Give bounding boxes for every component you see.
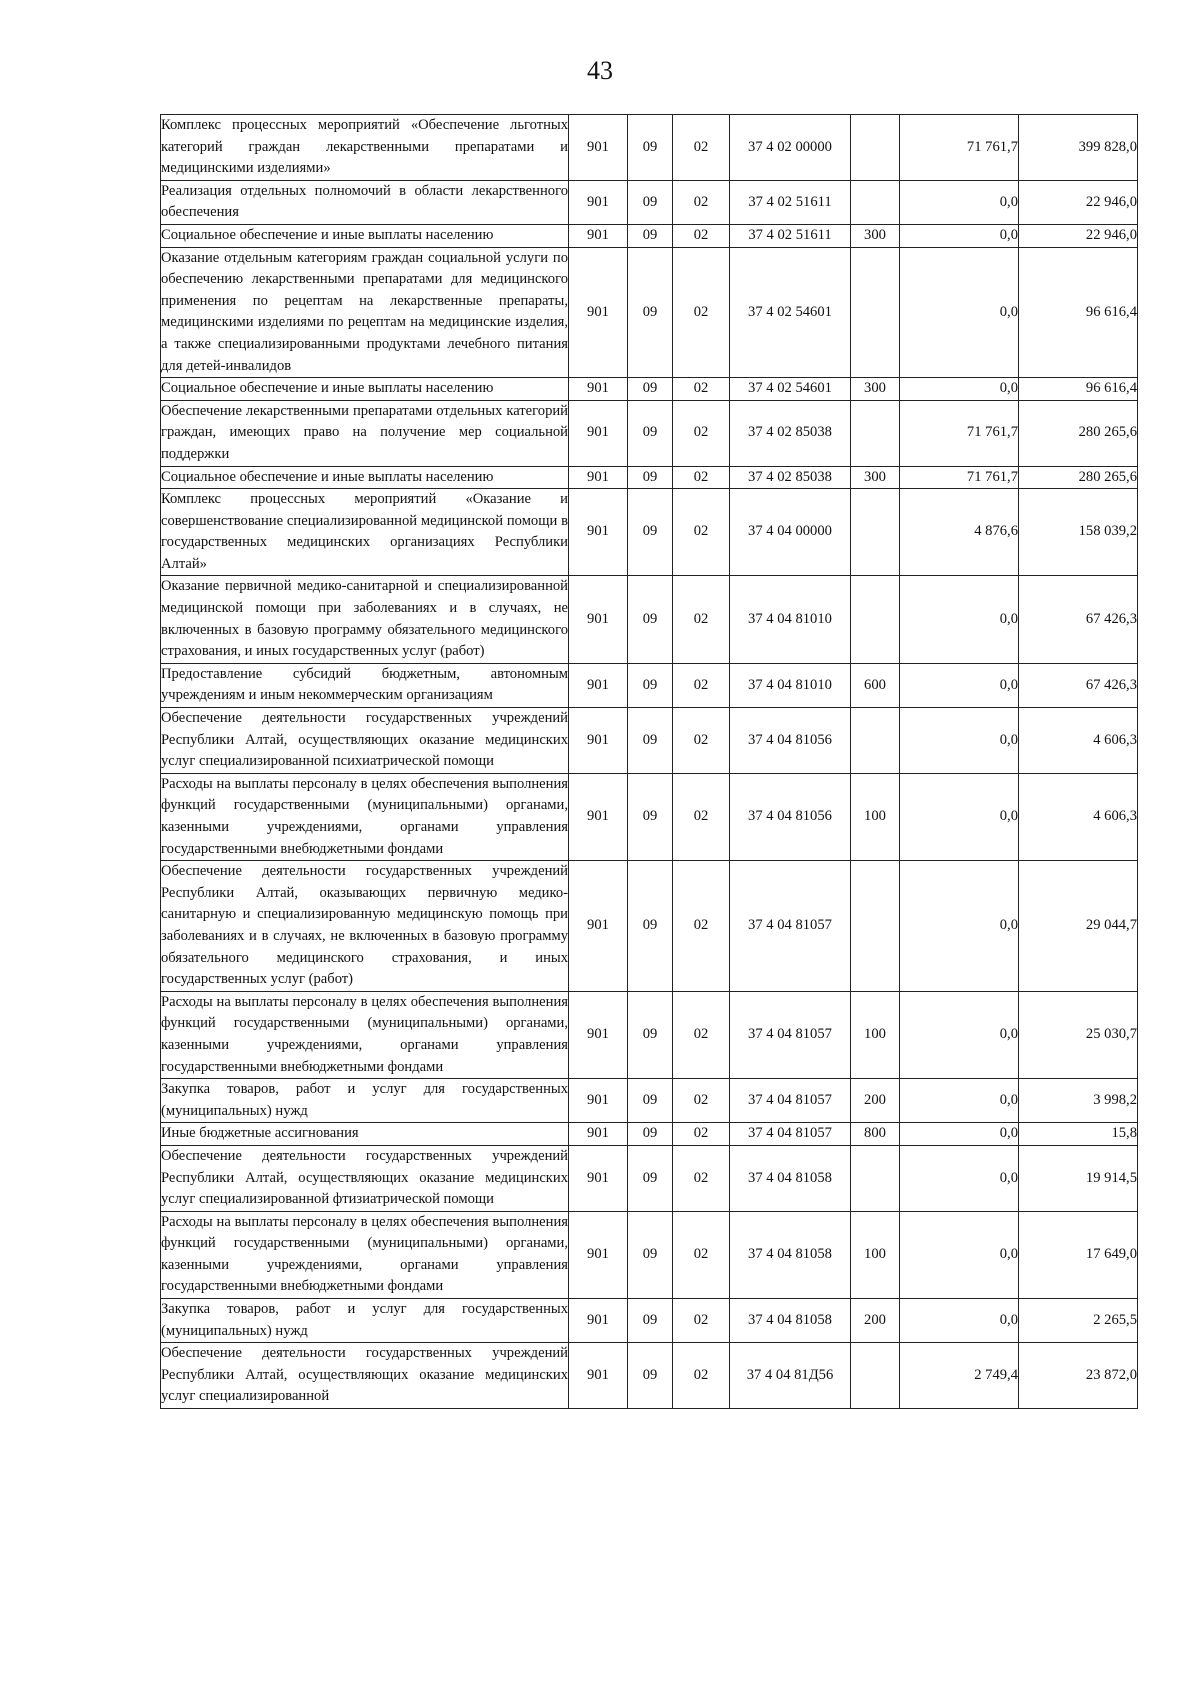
table-row <box>161 773 1138 860</box>
cell-amount-2: 280 265,6 <box>1019 466 1138 489</box>
cell-subsection-code: 02 <box>673 708 730 774</box>
cell-description: Обеспечение деятельности государственных учреждений Республики Алтай, оказывающих первичную медико-санитарную и специализированную медицинскую помощь при заболеваниях и в случаях, не включенных в базовую программу обязательного медицинского страхования, и иных государственных услуг (работ) <box>161 861 569 992</box>
table-row <box>161 663 1138 707</box>
table-row <box>161 861 1138 992</box>
table-row <box>161 708 1138 774</box>
cell-amount-2: 3 998,2 <box>1019 1079 1138 1123</box>
table-row <box>161 247 1138 378</box>
cell-grbs-code: 901 <box>569 1343 628 1409</box>
cell-description: Иные бюджетные ассигнования <box>161 1123 569 1146</box>
cell-amount-2: 96 616,4 <box>1019 378 1138 401</box>
cell-section-code: 09 <box>628 1123 673 1146</box>
cell-section-code: 09 <box>628 1211 673 1298</box>
cell-amount-1: 0,0 <box>900 180 1019 224</box>
cell-description: Обеспечение лекарственными препаратами отдельных категорий граждан, имеющих право на получение мер социальной поддержки <box>161 400 569 466</box>
cell-target-article-code: 37 4 04 81058 <box>730 1299 851 1343</box>
cell-grbs-code: 901 <box>569 576 628 663</box>
cell-description: Обеспечение деятельности государственных учреждений Республики Алтай, осуществляющих оказание медицинских услуг специализированной психиатрической помощи <box>161 708 569 774</box>
cell-target-article-code: 37 4 02 51611 <box>730 180 851 224</box>
cell-amount-1: 2 749,4 <box>900 1343 1019 1409</box>
cell-section-code: 09 <box>628 773 673 860</box>
cell-grbs-code: 901 <box>569 115 628 181</box>
cell-expense-type-code <box>851 489 900 576</box>
cell-description: Расходы на выплаты персоналу в целях обеспечения выполнения функций государственными (муниципальными) органами, казенными учреждениями, органами управления государственными внебюджетными фондами <box>161 1211 569 1298</box>
cell-description: Социальное обеспечение и иные выплаты населению <box>161 378 569 401</box>
cell-description: Предоставление субсидий бюджетным, автономным учреждениям и иным некоммерческим организациям <box>161 663 569 707</box>
cell-grbs-code: 901 <box>569 773 628 860</box>
table-row <box>161 1079 1138 1123</box>
cell-amount-2: 22 946,0 <box>1019 224 1138 247</box>
cell-subsection-code: 02 <box>673 1343 730 1409</box>
cell-description: Социальное обеспечение и иные выплаты населению <box>161 224 569 247</box>
cell-amount-2: 23 872,0 <box>1019 1343 1138 1409</box>
cell-amount-1: 4 876,6 <box>900 489 1019 576</box>
table-row <box>161 224 1138 247</box>
cell-amount-1: 0,0 <box>900 224 1019 247</box>
cell-amount-2: 67 426,3 <box>1019 576 1138 663</box>
cell-description: Оказание отдельным категориям граждан социальной услуги по обеспечению лекарственными препаратами для медицинского применения по рецептам на лекарственные препараты, медицинскими изделиями по рецептам на медицинские изделия, а также специализированными продуктами лечебного питания для детей-инвалидов <box>161 247 569 378</box>
cell-amount-2: 15,8 <box>1019 1123 1138 1146</box>
cell-section-code: 09 <box>628 1145 673 1211</box>
cell-description: Расходы на выплаты персоналу в целях обеспечения выполнения функций государственными (муниципальными) органами, казенными учреждениями, органами управления государственными внебюджетными фондами <box>161 773 569 860</box>
budget-table-body <box>161 115 1138 1409</box>
cell-target-article-code: 37 4 04 81058 <box>730 1145 851 1211</box>
cell-target-article-code: 37 4 02 00000 <box>730 115 851 181</box>
cell-section-code: 09 <box>628 180 673 224</box>
cell-grbs-code: 901 <box>569 1299 628 1343</box>
cell-amount-2: 25 030,7 <box>1019 991 1138 1078</box>
cell-section-code: 09 <box>628 991 673 1078</box>
cell-section-code: 09 <box>628 1299 673 1343</box>
cell-subsection-code: 02 <box>673 247 730 378</box>
cell-section-code: 09 <box>628 1343 673 1409</box>
cell-expense-type-code: 200 <box>851 1299 900 1343</box>
cell-amount-1: 0,0 <box>900 773 1019 860</box>
cell-grbs-code: 901 <box>569 489 628 576</box>
cell-amount-1: 0,0 <box>900 1299 1019 1343</box>
cell-target-article-code: 37 4 04 81010 <box>730 576 851 663</box>
cell-expense-type-code: 200 <box>851 1079 900 1123</box>
cell-target-article-code: 37 4 04 81056 <box>730 708 851 774</box>
cell-grbs-code: 901 <box>569 400 628 466</box>
cell-description: Обеспечение деятельности государственных учреждений Республики Алтай, осуществляющих оказание медицинских услуг специализированной фтизиатрической помощи <box>161 1145 569 1211</box>
cell-expense-type-code: 300 <box>851 224 900 247</box>
budget-table <box>160 114 1138 1409</box>
cell-amount-1: 0,0 <box>900 1123 1019 1146</box>
cell-subsection-code: 02 <box>673 180 730 224</box>
cell-target-article-code: 37 4 02 54601 <box>730 247 851 378</box>
cell-subsection-code: 02 <box>673 489 730 576</box>
cell-section-code: 09 <box>628 663 673 707</box>
table-row <box>161 1299 1138 1343</box>
table-row <box>161 378 1138 401</box>
cell-grbs-code: 901 <box>569 224 628 247</box>
table-row <box>161 1211 1138 1298</box>
cell-grbs-code: 901 <box>569 1211 628 1298</box>
cell-target-article-code: 37 4 02 85038 <box>730 400 851 466</box>
cell-expense-type-code <box>851 1343 900 1409</box>
cell-amount-2: 19 914,5 <box>1019 1145 1138 1211</box>
cell-amount-1: 0,0 <box>900 708 1019 774</box>
cell-amount-2: 29 044,7 <box>1019 861 1138 992</box>
cell-section-code: 09 <box>628 378 673 401</box>
cell-amount-2: 67 426,3 <box>1019 663 1138 707</box>
cell-target-article-code: 37 4 04 81010 <box>730 663 851 707</box>
cell-amount-1: 0,0 <box>900 247 1019 378</box>
cell-grbs-code: 901 <box>569 663 628 707</box>
cell-target-article-code: 37 4 04 81057 <box>730 861 851 992</box>
cell-grbs-code: 901 <box>569 180 628 224</box>
cell-subsection-code: 02 <box>673 1211 730 1298</box>
cell-amount-2: 17 649,0 <box>1019 1211 1138 1298</box>
cell-amount-1: 0,0 <box>900 576 1019 663</box>
cell-amount-1: 0,0 <box>900 991 1019 1078</box>
cell-target-article-code: 37 4 04 81Д56 <box>730 1343 851 1409</box>
table-row <box>161 180 1138 224</box>
cell-subsection-code: 02 <box>673 1079 730 1123</box>
cell-description: Закупка товаров, работ и услуг для государственных (муниципальных) нужд <box>161 1079 569 1123</box>
cell-expense-type-code <box>851 247 900 378</box>
table-row <box>161 115 1138 181</box>
cell-expense-type-code <box>851 400 900 466</box>
cell-description: Закупка товаров, работ и услуг для государственных (муниципальных) нужд <box>161 1299 569 1343</box>
cell-expense-type-code <box>851 180 900 224</box>
cell-amount-1: 0,0 <box>900 861 1019 992</box>
cell-section-code: 09 <box>628 247 673 378</box>
cell-expense-type-code <box>851 576 900 663</box>
table-row <box>161 489 1138 576</box>
cell-grbs-code: 901 <box>569 1145 628 1211</box>
cell-section-code: 09 <box>628 576 673 663</box>
cell-expense-type-code <box>851 115 900 181</box>
cell-amount-2: 4 606,3 <box>1019 708 1138 774</box>
table-row <box>161 576 1138 663</box>
cell-subsection-code: 02 <box>673 576 730 663</box>
cell-grbs-code: 901 <box>569 247 628 378</box>
cell-amount-1: 0,0 <box>900 1079 1019 1123</box>
cell-section-code: 09 <box>628 489 673 576</box>
cell-section-code: 09 <box>628 708 673 774</box>
cell-grbs-code: 901 <box>569 466 628 489</box>
cell-amount-1: 71 761,7 <box>900 115 1019 181</box>
cell-expense-type-code: 600 <box>851 663 900 707</box>
table-row <box>161 466 1138 489</box>
cell-subsection-code: 02 <box>673 1145 730 1211</box>
cell-subsection-code: 02 <box>673 400 730 466</box>
table-row <box>161 991 1138 1078</box>
cell-description: Комплекс процессных мероприятий «Оказание и совершенствование специализированной медицинской помощи в государственных медицинских организациях Республики Алтай» <box>161 489 569 576</box>
cell-amount-2: 280 265,6 <box>1019 400 1138 466</box>
page-number: 43 <box>587 56 613 85</box>
cell-subsection-code: 02 <box>673 224 730 247</box>
cell-description: Обеспечение деятельности государственных учреждений Республики Алтай, осуществляющих оказание медицинских услуг специализированной <box>161 1343 569 1409</box>
cell-target-article-code: 37 4 04 81058 <box>730 1211 851 1298</box>
cell-target-article-code: 37 4 04 00000 <box>730 489 851 576</box>
cell-amount-1: 71 761,7 <box>900 400 1019 466</box>
cell-section-code: 09 <box>628 1079 673 1123</box>
cell-subsection-code: 02 <box>673 466 730 489</box>
cell-description: Социальное обеспечение и иные выплаты населению <box>161 466 569 489</box>
table-row <box>161 400 1138 466</box>
cell-target-article-code: 37 4 02 54601 <box>730 378 851 401</box>
cell-section-code: 09 <box>628 224 673 247</box>
cell-target-article-code: 37 4 02 85038 <box>730 466 851 489</box>
cell-amount-2: 4 606,3 <box>1019 773 1138 860</box>
cell-amount-2: 399 828,0 <box>1019 115 1138 181</box>
cell-grbs-code: 901 <box>569 1123 628 1146</box>
table-row <box>161 1145 1138 1211</box>
cell-subsection-code: 02 <box>673 115 730 181</box>
cell-amount-2: 96 616,4 <box>1019 247 1138 378</box>
cell-section-code: 09 <box>628 400 673 466</box>
cell-target-article-code: 37 4 04 81057 <box>730 1123 851 1146</box>
cell-subsection-code: 02 <box>673 861 730 992</box>
cell-amount-1: 0,0 <box>900 378 1019 401</box>
cell-section-code: 09 <box>628 466 673 489</box>
cell-amount-2: 2 265,5 <box>1019 1299 1138 1343</box>
cell-target-article-code: 37 4 04 81057 <box>730 991 851 1078</box>
cell-grbs-code: 901 <box>569 861 628 992</box>
cell-amount-1: 0,0 <box>900 1145 1019 1211</box>
cell-description: Расходы на выплаты персоналу в целях обеспечения выполнения функций государственными (муниципальными) органами, казенными учреждениями, органами управления государственными внебюджетными фондами <box>161 991 569 1078</box>
cell-description: Комплекс процессных мероприятий «Обеспечение льготных категорий граждан лекарственными препаратами и медицинскими изделиями» <box>161 115 569 181</box>
cell-section-code: 09 <box>628 861 673 992</box>
cell-amount-2: 22 946,0 <box>1019 180 1138 224</box>
table-row <box>161 1343 1138 1409</box>
cell-expense-type-code: 300 <box>851 466 900 489</box>
cell-subsection-code: 02 <box>673 378 730 401</box>
cell-expense-type-code <box>851 861 900 992</box>
cell-expense-type-code: 100 <box>851 773 900 860</box>
cell-amount-1: 0,0 <box>900 1211 1019 1298</box>
cell-expense-type-code: 100 <box>851 1211 900 1298</box>
cell-subsection-code: 02 <box>673 1123 730 1146</box>
cell-grbs-code: 901 <box>569 378 628 401</box>
cell-subsection-code: 02 <box>673 1299 730 1343</box>
cell-grbs-code: 901 <box>569 991 628 1078</box>
cell-grbs-code: 901 <box>569 708 628 774</box>
cell-subsection-code: 02 <box>673 991 730 1078</box>
cell-subsection-code: 02 <box>673 663 730 707</box>
cell-target-article-code: 37 4 04 81057 <box>730 1079 851 1123</box>
cell-description: Реализация отдельных полномочий в области лекарственного обеспечения <box>161 180 569 224</box>
cell-expense-type-code: 100 <box>851 991 900 1078</box>
cell-subsection-code: 02 <box>673 773 730 860</box>
cell-description: Оказание первичной медико-санитарной и специализированной медицинской помощи при заболеваниях и в случаях, не включенных в базовую программу обязательного медицинского страхования, и иных государственных услуг (работ) <box>161 576 569 663</box>
table-row <box>161 1123 1138 1146</box>
cell-target-article-code: 37 4 04 81056 <box>730 773 851 860</box>
cell-expense-type-code <box>851 708 900 774</box>
cell-expense-type-code <box>851 1145 900 1211</box>
cell-amount-1: 71 761,7 <box>900 466 1019 489</box>
cell-expense-type-code: 300 <box>851 378 900 401</box>
cell-target-article-code: 37 4 02 51611 <box>730 224 851 247</box>
cell-expense-type-code: 800 <box>851 1123 900 1146</box>
cell-amount-1: 0,0 <box>900 663 1019 707</box>
cell-grbs-code: 901 <box>569 1079 628 1123</box>
cell-amount-2: 158 039,2 <box>1019 489 1138 576</box>
cell-section-code: 09 <box>628 115 673 181</box>
